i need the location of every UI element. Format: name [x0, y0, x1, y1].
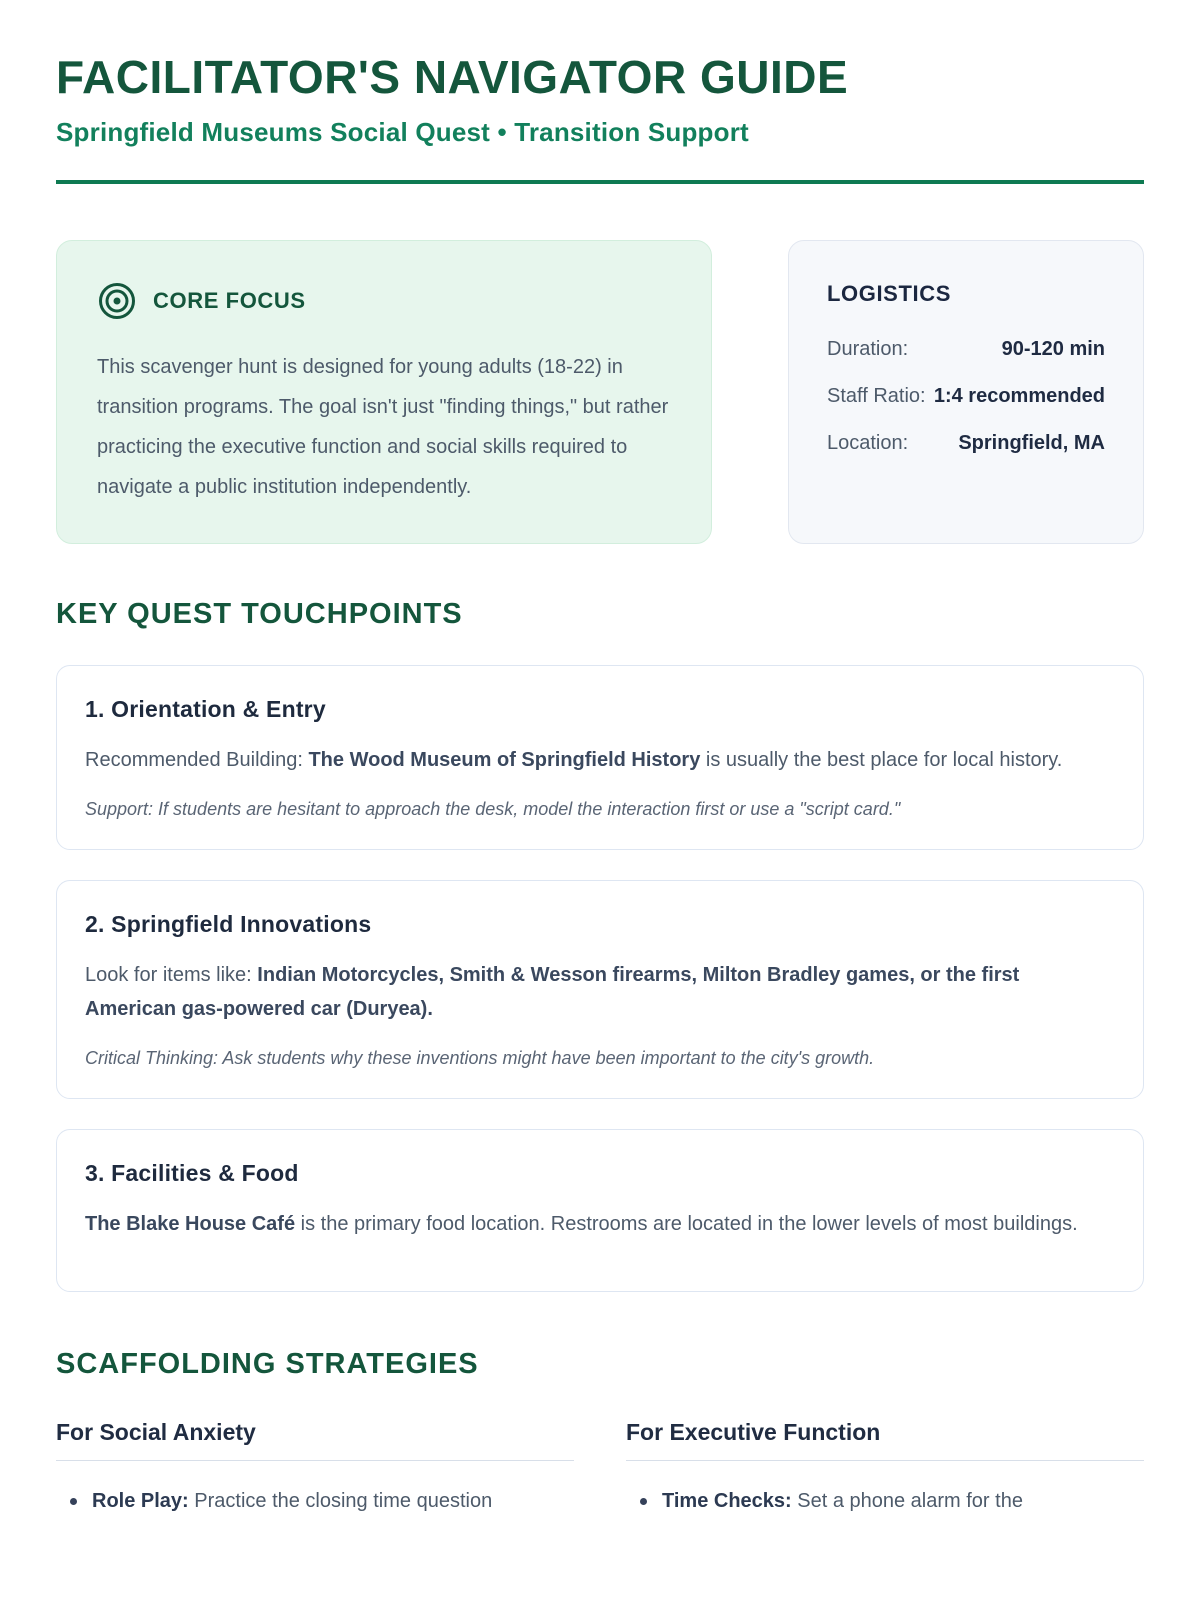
- logistics-value: 90-120 min: [1001, 337, 1105, 360]
- logistics-value: Springfield, MA: [958, 431, 1105, 454]
- card-title: 2. Springfield Innovations: [85, 910, 372, 937]
- logistics-row-location: [827, 427, 1105, 459]
- body-highlight: The Blake House Café: [85, 1212, 296, 1235]
- logistics-row-duration: [827, 333, 1105, 365]
- logistics-label: Location:: [827, 431, 909, 454]
- column-title: For Executive Function: [626, 1419, 1144, 1461]
- strategies-columns: [56, 1419, 1144, 1517]
- touchpoint-card-2: [56, 880, 1144, 1099]
- column-executive-function: [626, 1419, 1144, 1517]
- card-note: Critical Thinking: Ask students why these inventions might have been important to the city's growth.: [85, 1047, 875, 1068]
- list-item: [66, 1485, 574, 1517]
- body-highlight: The Wood Museum of Springfield History: [308, 748, 701, 771]
- logistics-heading: LOGISTICS: [827, 280, 951, 306]
- body-text: Recommended Building:: [85, 748, 309, 771]
- body-text: Look for items like:: [85, 963, 258, 986]
- logistics-panel: [788, 240, 1144, 544]
- card-bottom-spacer: [85, 1241, 1115, 1265]
- column-social-anxiety: [56, 1419, 574, 1517]
- column-title: For Social Anxiety: [56, 1419, 574, 1461]
- core-focus-heading: CORE FOCUS: [153, 287, 306, 313]
- card-body: [85, 1207, 1115, 1241]
- bullet-lead: Role Play:: [92, 1489, 189, 1512]
- card-body: [85, 958, 1115, 1026]
- card-body: [85, 743, 1115, 777]
- bullet-text: Set a phone alarm for the: [791, 1489, 1023, 1512]
- page-title: FACILITATOR'S NAVIGATOR GUIDE: [56, 51, 849, 103]
- body-highlight: Indian Motorcycles, Smith & Wesson firearms, Milton Bradley games, or the first American gas-powered car (Duryea).: [85, 963, 1020, 1020]
- strategies-section-heading: SCAFFOLDING STRATEGIES: [56, 1347, 479, 1380]
- strategies-section: [56, 1348, 1144, 1517]
- card-note: Support: If students are hesitant to approach the desk, model the interaction first or use a "script card.": [85, 798, 901, 819]
- logistics-value: 1:4 recommended: [933, 384, 1105, 407]
- logistics-row-staff-ratio: [827, 380, 1105, 412]
- strategy-list: [56, 1485, 574, 1517]
- list-item: [636, 1485, 1144, 1517]
- target-icon: [97, 281, 137, 321]
- touchpoints-section-heading: KEY QUEST TOUCHPOINTS: [56, 597, 463, 630]
- core-focus-panel: [56, 240, 712, 544]
- logistics-label: Staff Ratio:: [827, 384, 926, 407]
- bullet-lead: Time Checks:: [662, 1489, 792, 1512]
- core-focus-body: This scavenger hunt is designed for young adults (18-22) in transition programs. The goal isn't just "finding things," but rather practicing the executive function and social skills required to navigate a public institution independently.: [97, 355, 669, 498]
- body-text: is the primary food location. Restrooms are located in the lower levels of most buildings.: [295, 1212, 1078, 1235]
- core-focus-header: [97, 281, 671, 321]
- logistics-label: Duration:: [827, 337, 909, 360]
- strategy-list: [626, 1485, 1144, 1517]
- page-subtitle: Springfield Museums Social Quest • Transition Support: [56, 116, 749, 147]
- body-text: is usually the best place for local history.: [700, 748, 1063, 771]
- touchpoint-cards: [56, 665, 1144, 1292]
- bullet-text: Practice the closing time question: [188, 1489, 493, 1512]
- header-divider: [56, 180, 1144, 184]
- card-title: 3. Facilities & Food: [85, 1159, 299, 1186]
- touchpoint-card-1: [56, 665, 1144, 850]
- card-title: 1. Orientation & Entry: [85, 695, 326, 722]
- overview-row: [56, 240, 1144, 544]
- touchpoint-card-3: [56, 1129, 1144, 1292]
